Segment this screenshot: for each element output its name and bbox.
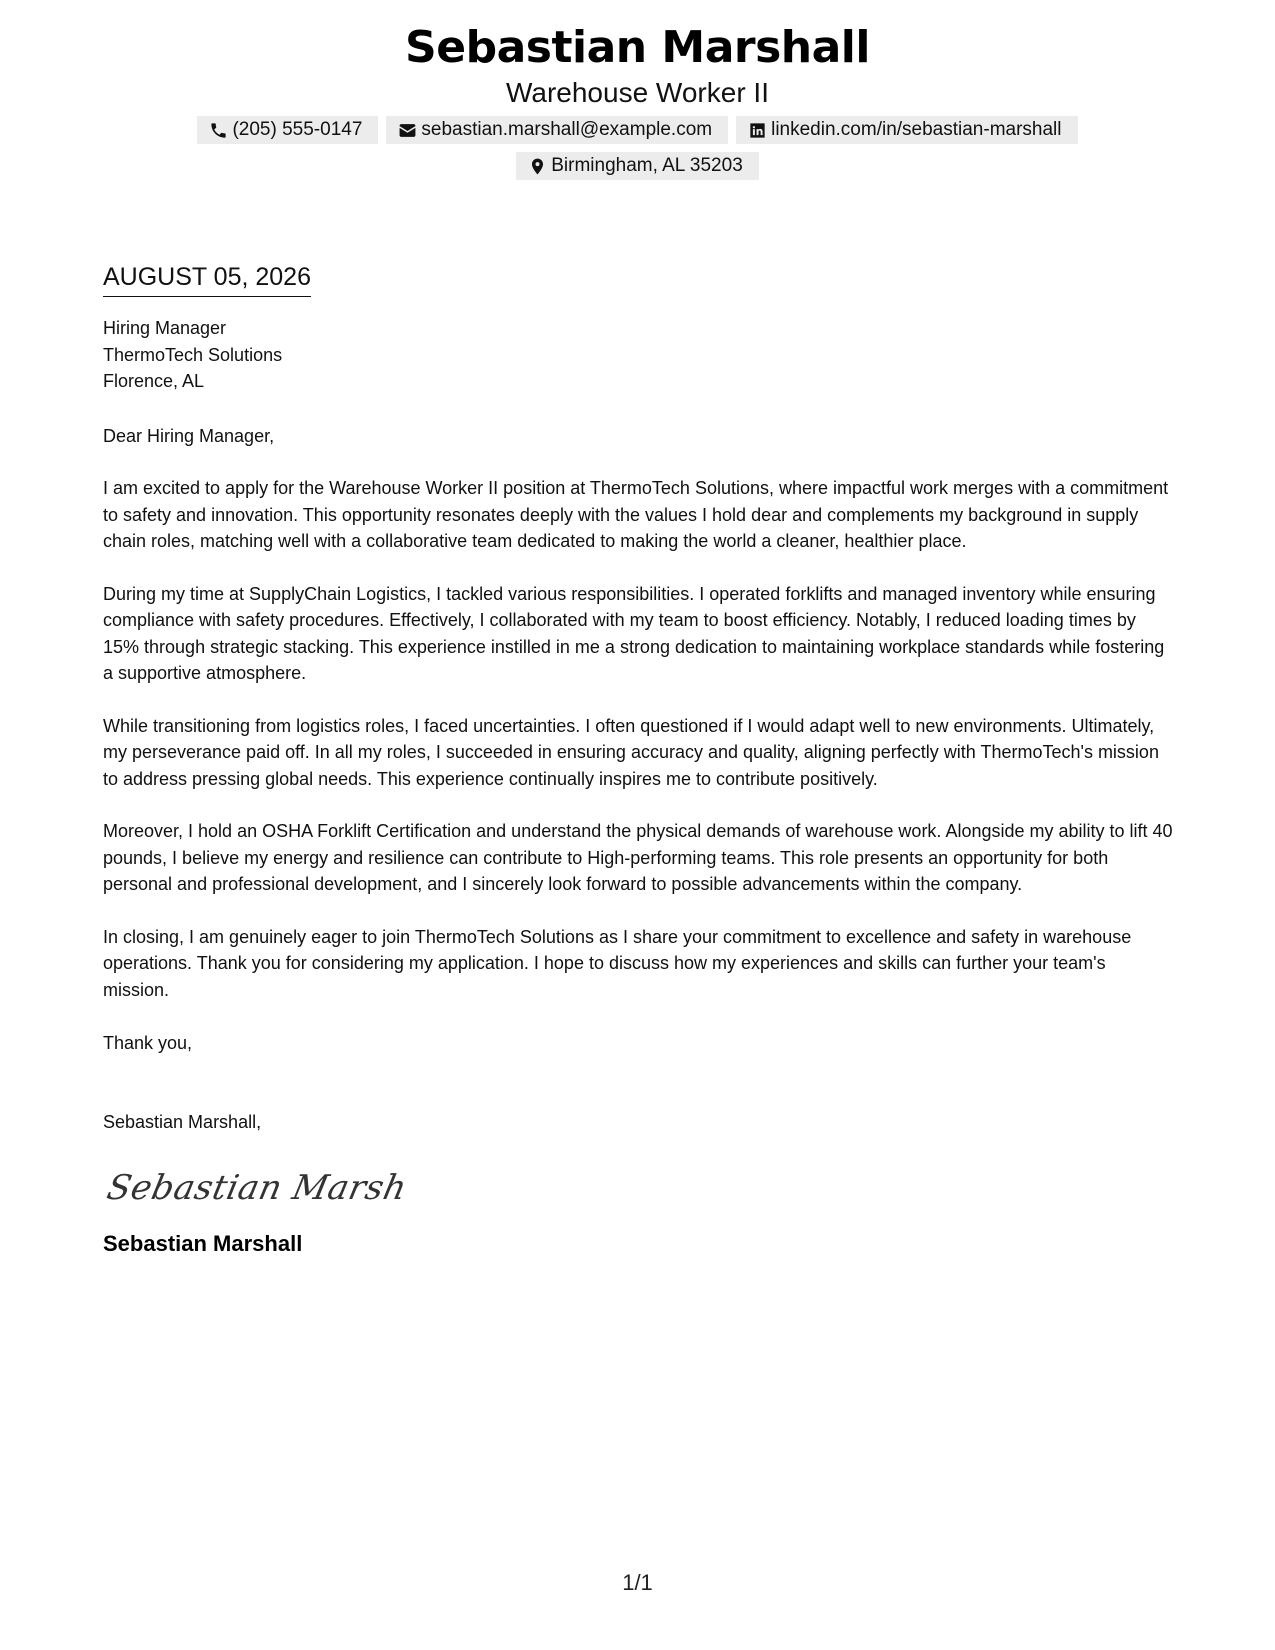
- location-chip: [516, 152, 759, 180]
- closing-line: Thank you,: [103, 1033, 193, 1053]
- recipient-title: Hiring Manager: [103, 318, 227, 338]
- body-paragraph: In closing, I am genuinely eager to join ThermoTech Solutions as I share your commitment to excellence and safety in warehouse operations. Thank you for considering my application. I hope to discuss how my experiences and skills can further your team's mission.: [103, 926, 1132, 1000]
- map-pin-icon: [528, 157, 547, 176]
- greeting: Dear Hiring Manager,: [103, 425, 275, 446]
- phone-text: (205) 555-0147: [232, 119, 363, 140]
- linkedin-icon: [748, 121, 767, 140]
- sign-off-name: Sebastian Marshall,: [103, 1111, 262, 1132]
- letter-body: [103, 260, 1173, 1259]
- envelope-icon: [398, 121, 417, 140]
- body-paragraph: During my time at SupplyChain Logistics, I tackled various responsibilities. I operated forklifts and managed inventory while ensuring compliance with safety procedures. Effectively, I collaborated with my team to boost efficiency. Notably, I reduced loading times by 15% through strategic stacking. This experience instilled in me a strong dedication to maintaining workplace standards while fostering a supportive atmosphere.: [103, 583, 1165, 683]
- contact-row-primary: [0, 116, 1275, 144]
- linkedin-chip[interactable]: [736, 116, 1077, 144]
- page-indicator: 1/1: [622, 1570, 653, 1595]
- applicant-name: Sebastian Marshall: [405, 22, 870, 73]
- body-paragraph: Moreover, I hold an OSHA Forklift Certification and understand the physical demands of warehouse work. Alongside my ability to lift 40 pounds, I believe my energy and resilience can contribute to High-performing teams. This role presents an opportunity for both personal and professional development, and I sincerely look forward to possible advancements within the company.: [103, 821, 1173, 894]
- email-chip[interactable]: [386, 116, 728, 144]
- body-paragraph: While transitioning from logistics roles, I faced uncertainties. I often questioned if I would adapt well to new environments. Ultimately, my perseverance paid off. In all my roles, I succeeded in ensuring accuracy and quality, aligning perfectly with ThermoTech's mission to address pressing global needs. This experience continually inspires me to contribute positively.: [103, 715, 1159, 789]
- handwritten-signature: [103, 1163, 411, 1211]
- recipient-company: ThermoTech Solutions: [103, 344, 283, 365]
- printed-name: Sebastian Marshall: [103, 1231, 303, 1256]
- phone-chip[interactable]: [197, 116, 378, 144]
- recipient-location: Florence, AL: [103, 371, 205, 391]
- body-paragraph: I am excited to apply for the Warehouse Worker II position at ThermoTech Solutions, where impactful work merges with a commitment to safety and innovation. This opportunity resonates deeply with the values I hold dear and complements my background in supply chain roles, matching well with a collaborative team dedicated to making the world a cleaner, healthier place.: [103, 478, 1169, 551]
- phone-icon: [209, 121, 228, 140]
- linkedin-text: linkedin.com/in/sebastian-marshall: [771, 119, 1062, 140]
- signature-script: Sebastian Marsh: [103, 1168, 411, 1208]
- letter-date: AUGUST 05, 2026: [103, 260, 311, 297]
- email-text: sebastian.marshall@example.com: [421, 119, 713, 140]
- contact-row-secondary: [0, 152, 1275, 180]
- location-text: Birmingham, AL 35203: [551, 155, 743, 176]
- job-title: Warehouse Worker II: [506, 77, 769, 108]
- letter-header: [0, 18, 1275, 180]
- recipient-block: [103, 315, 1173, 395]
